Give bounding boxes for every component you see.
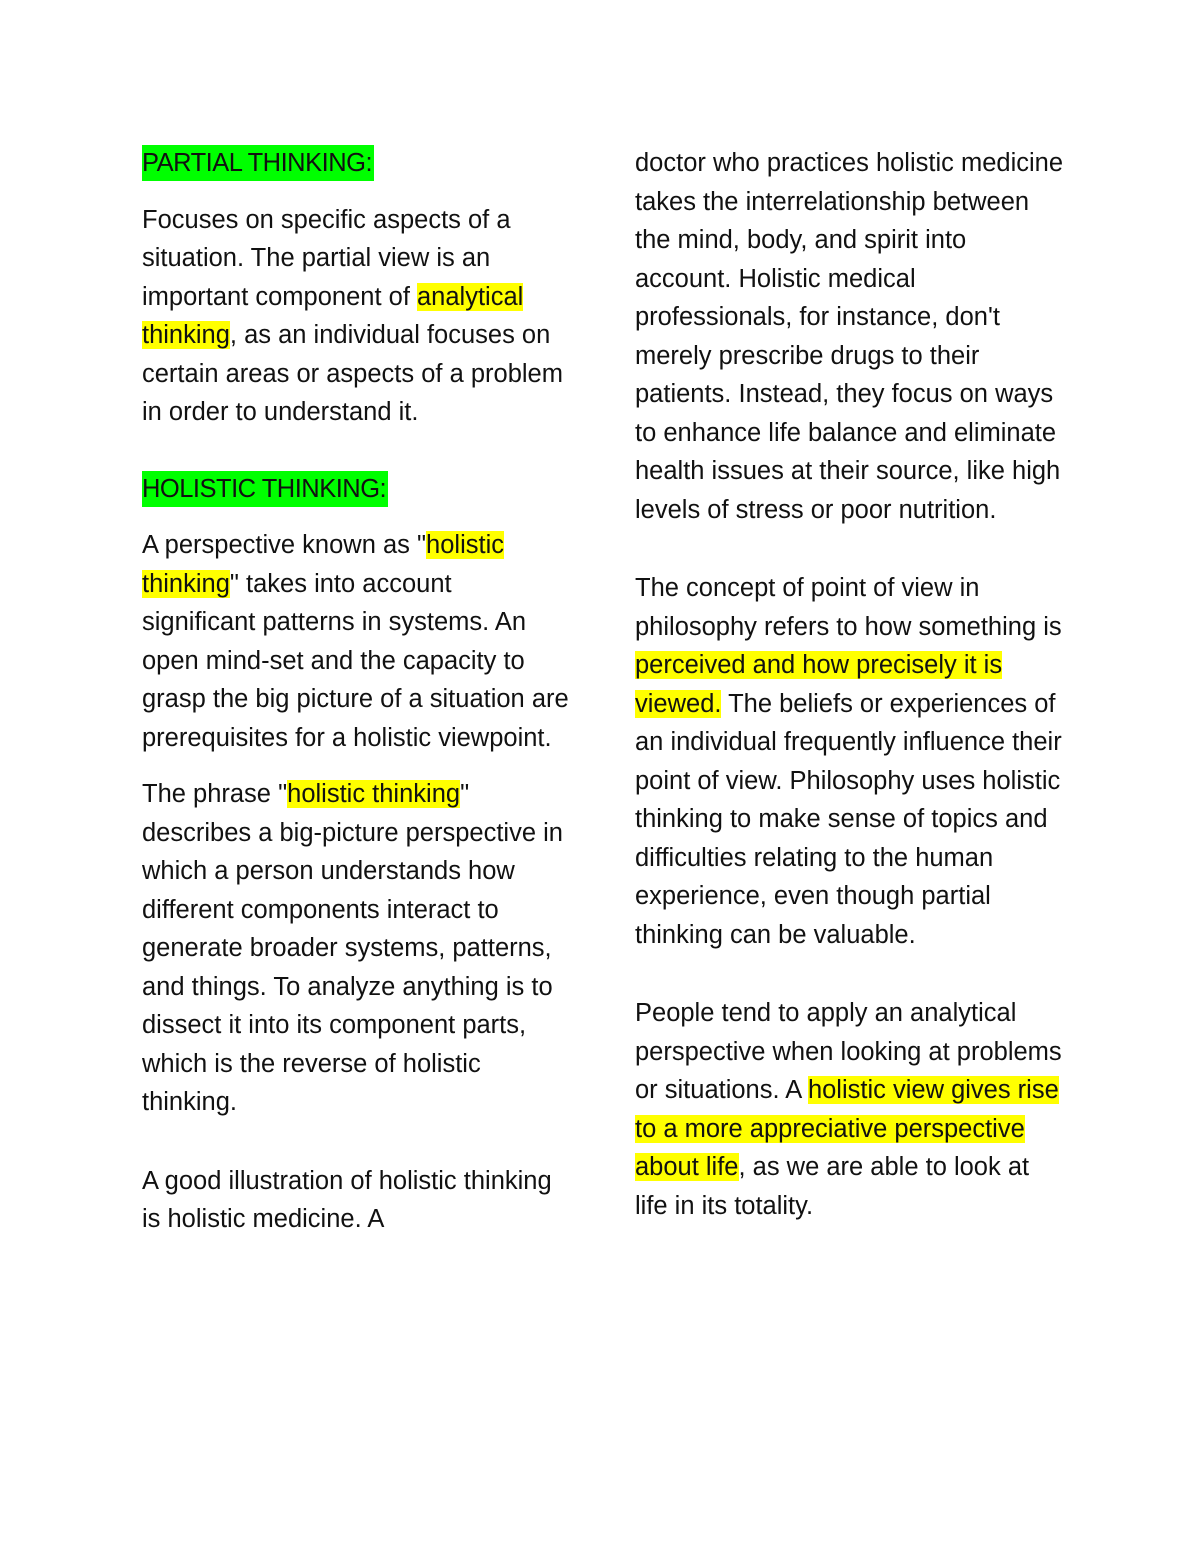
partial-thinking-heading: [142, 144, 572, 183]
left-column: [142, 144, 572, 1239]
holistic-thinking-paragraph-1: [142, 526, 572, 757]
holistic-thinking-paragraph-2: [142, 775, 572, 1122]
holistic-medicine-paragraph: doctor who practices holistic medicine takes the interrelationship between the mind, body, and spirit into account. Holistic medical professionals, for instance, don't merely prescribe drugs to their patients. Instead, they focus on ways to enhance life balance and eliminate health issues at their source, like high levels of stress or poor nutrition.: [635, 149, 1064, 524]
analytical-perspective-paragraph: [635, 994, 1065, 1225]
holistic-heading-label: HOLISTIC THINKING:: [142, 471, 388, 507]
holistic-thinking-paragraph-3: [142, 1162, 572, 1239]
text-run: The concept of point of view in philosophy refers to how something is: [635, 574, 1062, 641]
text-run: A good illustration of holistic thinking is holistic medicine. A: [142, 1166, 552, 1233]
partial-heading-label: PARTIAL THINKING:: [142, 145, 374, 181]
text-run: The phrase ": [142, 780, 288, 808]
text-run: The beliefs or experiences of an individual frequently influence their point of view. Philosophy uses holistic thinking to make sense of topics and difficulties relating to the human experience, even though partial thinking can be valuable.: [635, 689, 1062, 949]
text-run: , as we are able to look at life in its totality.: [635, 1153, 1030, 1220]
text-run: Focuses on specific aspects of a situation. The partial view is an important component of: [142, 205, 511, 311]
highlighted-text: analytical thinking: [142, 282, 524, 349]
highlighted-text: holistic thinking: [287, 780, 461, 808]
highlighted-text: perceived and how precisely it is viewed.: [635, 651, 1003, 718]
highlighted-text: holistic thinking: [142, 531, 504, 598]
text-run: People tend to apply an analytical perspective when looking at problems or situations. A: [635, 999, 1062, 1104]
text-run: , as an individual focuses on certain areas or aspects of a problem in order to understand it.: [142, 321, 563, 426]
text-run: A perspective known as ": [142, 531, 427, 559]
highlighted-text: holistic view gives rise to a more appreciative perspective about life: [635, 1076, 1059, 1181]
right-column: [635, 144, 1065, 1225]
point-of-view-paragraph: [635, 569, 1065, 954]
partial-thinking-paragraph: [142, 201, 572, 432]
text-run: " takes into account significant patterns in systems. An open mind-set and the capacity to grasp the big picture of a situation are prerequisites for a holistic viewpoint.: [142, 569, 569, 752]
holistic-thinking-heading: [142, 470, 572, 509]
text-run: " describes a big-picture perspective in which a person understands how different components interact to generate broader systems, patterns, and things. To analyze anything is to dissect it into its component parts, which is the reverse of holistic thinking.: [142, 780, 563, 1116]
